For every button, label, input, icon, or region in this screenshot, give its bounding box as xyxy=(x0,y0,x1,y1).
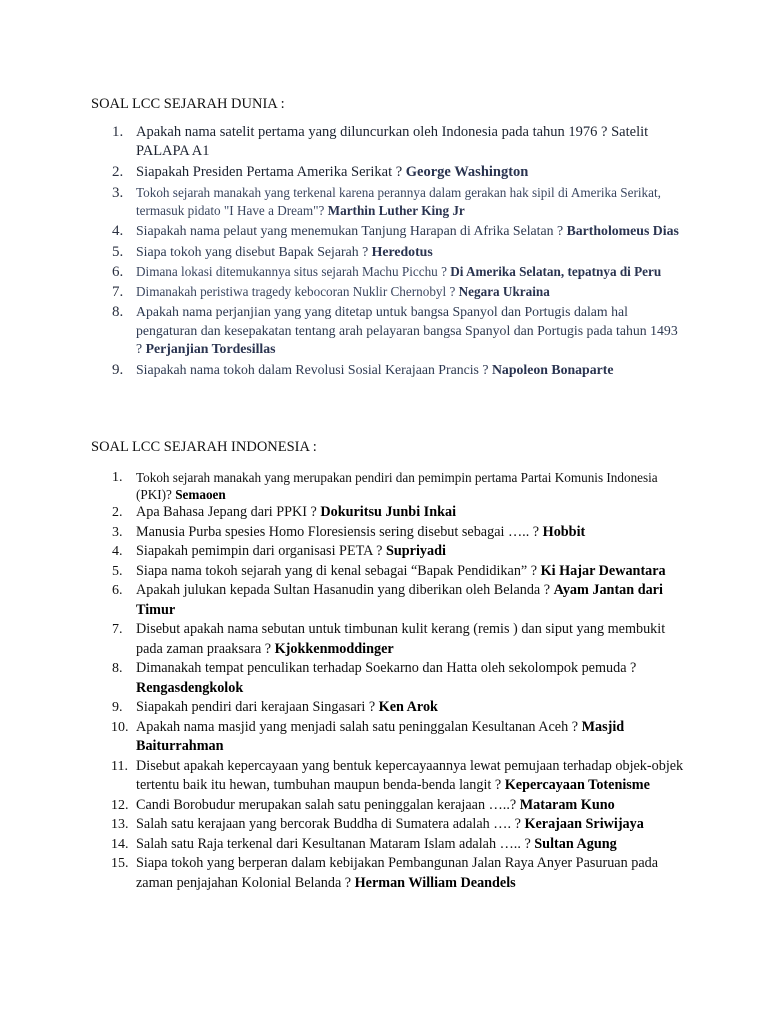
question-text: Siapa tokoh yang disebut Bapak Sejarah ? xyxy=(136,243,369,259)
question-text: Disebut apakah nama sebutan untuk timbunan kulit kerang (remis ) dan siput yang membukit pada zaman praaksara ? xyxy=(136,621,666,657)
item-number: 6. xyxy=(112,264,124,280)
item-number: 1. xyxy=(112,470,123,485)
list-item xyxy=(0,620,684,659)
answer-text: Napoleon Bonaparte xyxy=(491,361,614,377)
answer-text: Bartholomeus Dias xyxy=(566,223,679,238)
list-item xyxy=(0,659,684,698)
question-text: Salah satu kerajaan yang bercorak Buddha di Sumatera adalah …. ? xyxy=(136,816,521,832)
answer-text: Rengasdengkolok xyxy=(136,679,244,696)
list-item xyxy=(0,163,684,182)
list-item xyxy=(0,283,684,301)
item-number: 11. xyxy=(111,758,128,774)
question-text: Siapakah nama pelaut yang menemukan Tanjung Harapan di Afrika Selatan ? xyxy=(136,223,564,238)
list-item xyxy=(0,263,684,281)
world-question-list xyxy=(0,123,684,381)
list-item xyxy=(0,698,684,718)
answer-text: Kerajaan Sriwijaya xyxy=(524,816,644,832)
list-item xyxy=(0,854,684,893)
question-text: Manusia Purba spesies Homo Floresiensis sering disebut sebagai ….. ? xyxy=(136,523,540,540)
question-text: Siapa nama tokoh sejarah yang di kenal sebagai “Bapak Pendidikan” ? xyxy=(136,562,538,579)
answer-text: Hobbit xyxy=(542,523,586,540)
question-text: Apa Bahasa Jepang dari PPKI ? xyxy=(136,504,317,520)
question-text: Apakah nama perjanjian yang yang ditetap untuk bangsa Spanyol dan Portugis dalam hal pengaturan dan kesepakatan tentang arah pelayaran bangsa Spanyol dan Portugis pada tahun 1493 ? xyxy=(136,304,678,356)
list-item xyxy=(0,243,684,262)
answer-text: Kjokkenmoddinger xyxy=(274,640,394,657)
item-number: 7. xyxy=(112,622,123,637)
item-number: 9. xyxy=(112,700,123,715)
item-number: 4. xyxy=(112,223,124,239)
item-number: 5. xyxy=(112,563,123,579)
answer-text: Kepercayaan Totenisme xyxy=(504,777,650,793)
item-number: 15. xyxy=(111,856,129,871)
item-number: 8. xyxy=(112,304,124,320)
answer-text: Di Amerika Selatan, tepatnya di Peru xyxy=(450,264,662,279)
question-text: Candi Borobudur merupakan salah satu peninggalan kerajaan …..? xyxy=(136,796,517,813)
question-text: Tokoh sejarah manakah yang terkenal karena perannya dalam gerakan hak sipil di Amerika Serikat, termasuk pidato "I Have a Dream"? xyxy=(136,185,661,218)
answer-text: Dokuritsu Junbi Inkai xyxy=(320,504,457,520)
item-number: 3. xyxy=(112,185,124,201)
indonesia-question-list xyxy=(0,469,684,893)
answer-text: Supriyadi xyxy=(386,543,446,559)
answer-text: Semaoen xyxy=(175,487,226,502)
list-item xyxy=(0,503,684,523)
question-text: Siapakah Presiden Pertama Amerika Serikat ? xyxy=(136,164,403,180)
answer-text: Perjanjian Tordesillas xyxy=(145,341,276,356)
question-text: Tokoh sejarah manakah yang merupakan pendiri dan pemimpin pertama Partai Komunis Indonesia (PKI)? xyxy=(136,470,658,502)
item-number: 7. xyxy=(112,284,124,300)
item-number: 5. xyxy=(112,243,124,260)
list-item xyxy=(0,562,684,582)
question-text: Dimanakah tempat penculikan terhadap Soekarno dan Hatta oleh sekolompok pemuda ? xyxy=(136,660,637,676)
item-number: 8. xyxy=(112,661,123,676)
answer-text: Marthin Luther King Jr xyxy=(327,203,465,218)
question-text: Dimanakah peristiwa tragedy kebocoran Nuklir Chernobyl ? xyxy=(136,284,456,299)
question-text: Apakah julukan kepada Sultan Hasanudin yang diberikan oleh Belanda ? xyxy=(136,582,551,598)
item-number: 6. xyxy=(112,583,123,598)
list-item xyxy=(0,303,684,359)
item-number: 13. xyxy=(111,817,129,832)
question-text: Siapa tokoh yang berperan dalam kebijakan Pembangunan Jalan Raya Anyer Pasuruan pada zaman penjajahan Kolonial Belanda ? xyxy=(136,855,659,891)
list-item xyxy=(0,581,684,620)
question-text: Apakah nama satelit pertama yang diluncurkan oleh Indonesia pada tahun 1976 ? Satelit PALAPA A1 xyxy=(136,124,649,159)
question-text: Salah satu Raja terkenal dari Kesultanan Mataram Islam adalah ….. ? xyxy=(136,835,531,852)
list-item xyxy=(0,757,684,796)
list-item xyxy=(0,718,684,757)
answer-text: Ayam Jantan dari Timur xyxy=(136,582,663,618)
item-number: 12. xyxy=(111,797,129,813)
item-number: 3. xyxy=(112,524,123,540)
list-item xyxy=(0,815,684,835)
item-number: 2. xyxy=(112,505,123,520)
item-number: 14. xyxy=(111,836,129,852)
list-item xyxy=(0,222,684,241)
question-text: Siapakah nama tokoh dalam Revolusi Sosial Kerajaan Prancis ? xyxy=(136,361,489,377)
list-item xyxy=(0,123,684,161)
question-text: Dimana lokasi ditemukannya situs sejarah Machu Picchu ? xyxy=(136,264,447,279)
question-text: Siapakah pemimpin dari organisasi PETA ? xyxy=(136,543,383,559)
list-item xyxy=(0,469,684,503)
item-number: 10. xyxy=(111,719,129,735)
question-text: Siapakah pendiri dari kerajaan Singasari ? xyxy=(136,699,376,715)
answer-text: Negara Ukraina xyxy=(458,284,550,299)
section-heading-world: SOAL LCC SEJARAH DUNIA : xyxy=(91,96,285,112)
list-item xyxy=(0,796,684,816)
list-item xyxy=(0,542,684,562)
item-number: 4. xyxy=(112,544,123,559)
list-item xyxy=(0,835,684,855)
item-number: 9. xyxy=(112,361,124,378)
answer-text: Masjid Baiturrahman xyxy=(136,718,625,754)
question-text: Apakah nama masjid yang menjadi salah satu peninggalan Kesultanan Aceh ? xyxy=(136,718,579,735)
answer-text: Ken Arok xyxy=(378,699,438,715)
list-item xyxy=(0,184,684,220)
answer-text: George Washington xyxy=(405,164,529,180)
list-item xyxy=(0,361,684,380)
answer-text: Heredotus xyxy=(371,243,433,259)
list-item xyxy=(0,523,684,543)
question-text: Disebut apakah kepercayaan yang bentuk kepercayaannya lewat pemujaan terhadap objek-objek tertentu baik itu hewan, tumbuhan maupun benda-benda langit ? xyxy=(136,757,684,793)
section-heading-indonesia: SOAL LCC SEJARAH INDONESIA : xyxy=(91,439,317,455)
answer-text: Herman William Deandels xyxy=(354,874,516,891)
item-number: 1. xyxy=(112,124,124,140)
answer-text: Ki Hajar Dewantara xyxy=(540,562,666,579)
answer-text: Sultan Agung xyxy=(534,835,617,852)
item-number: 2. xyxy=(112,164,124,180)
answer-text: Mataram Kuno xyxy=(519,796,615,813)
